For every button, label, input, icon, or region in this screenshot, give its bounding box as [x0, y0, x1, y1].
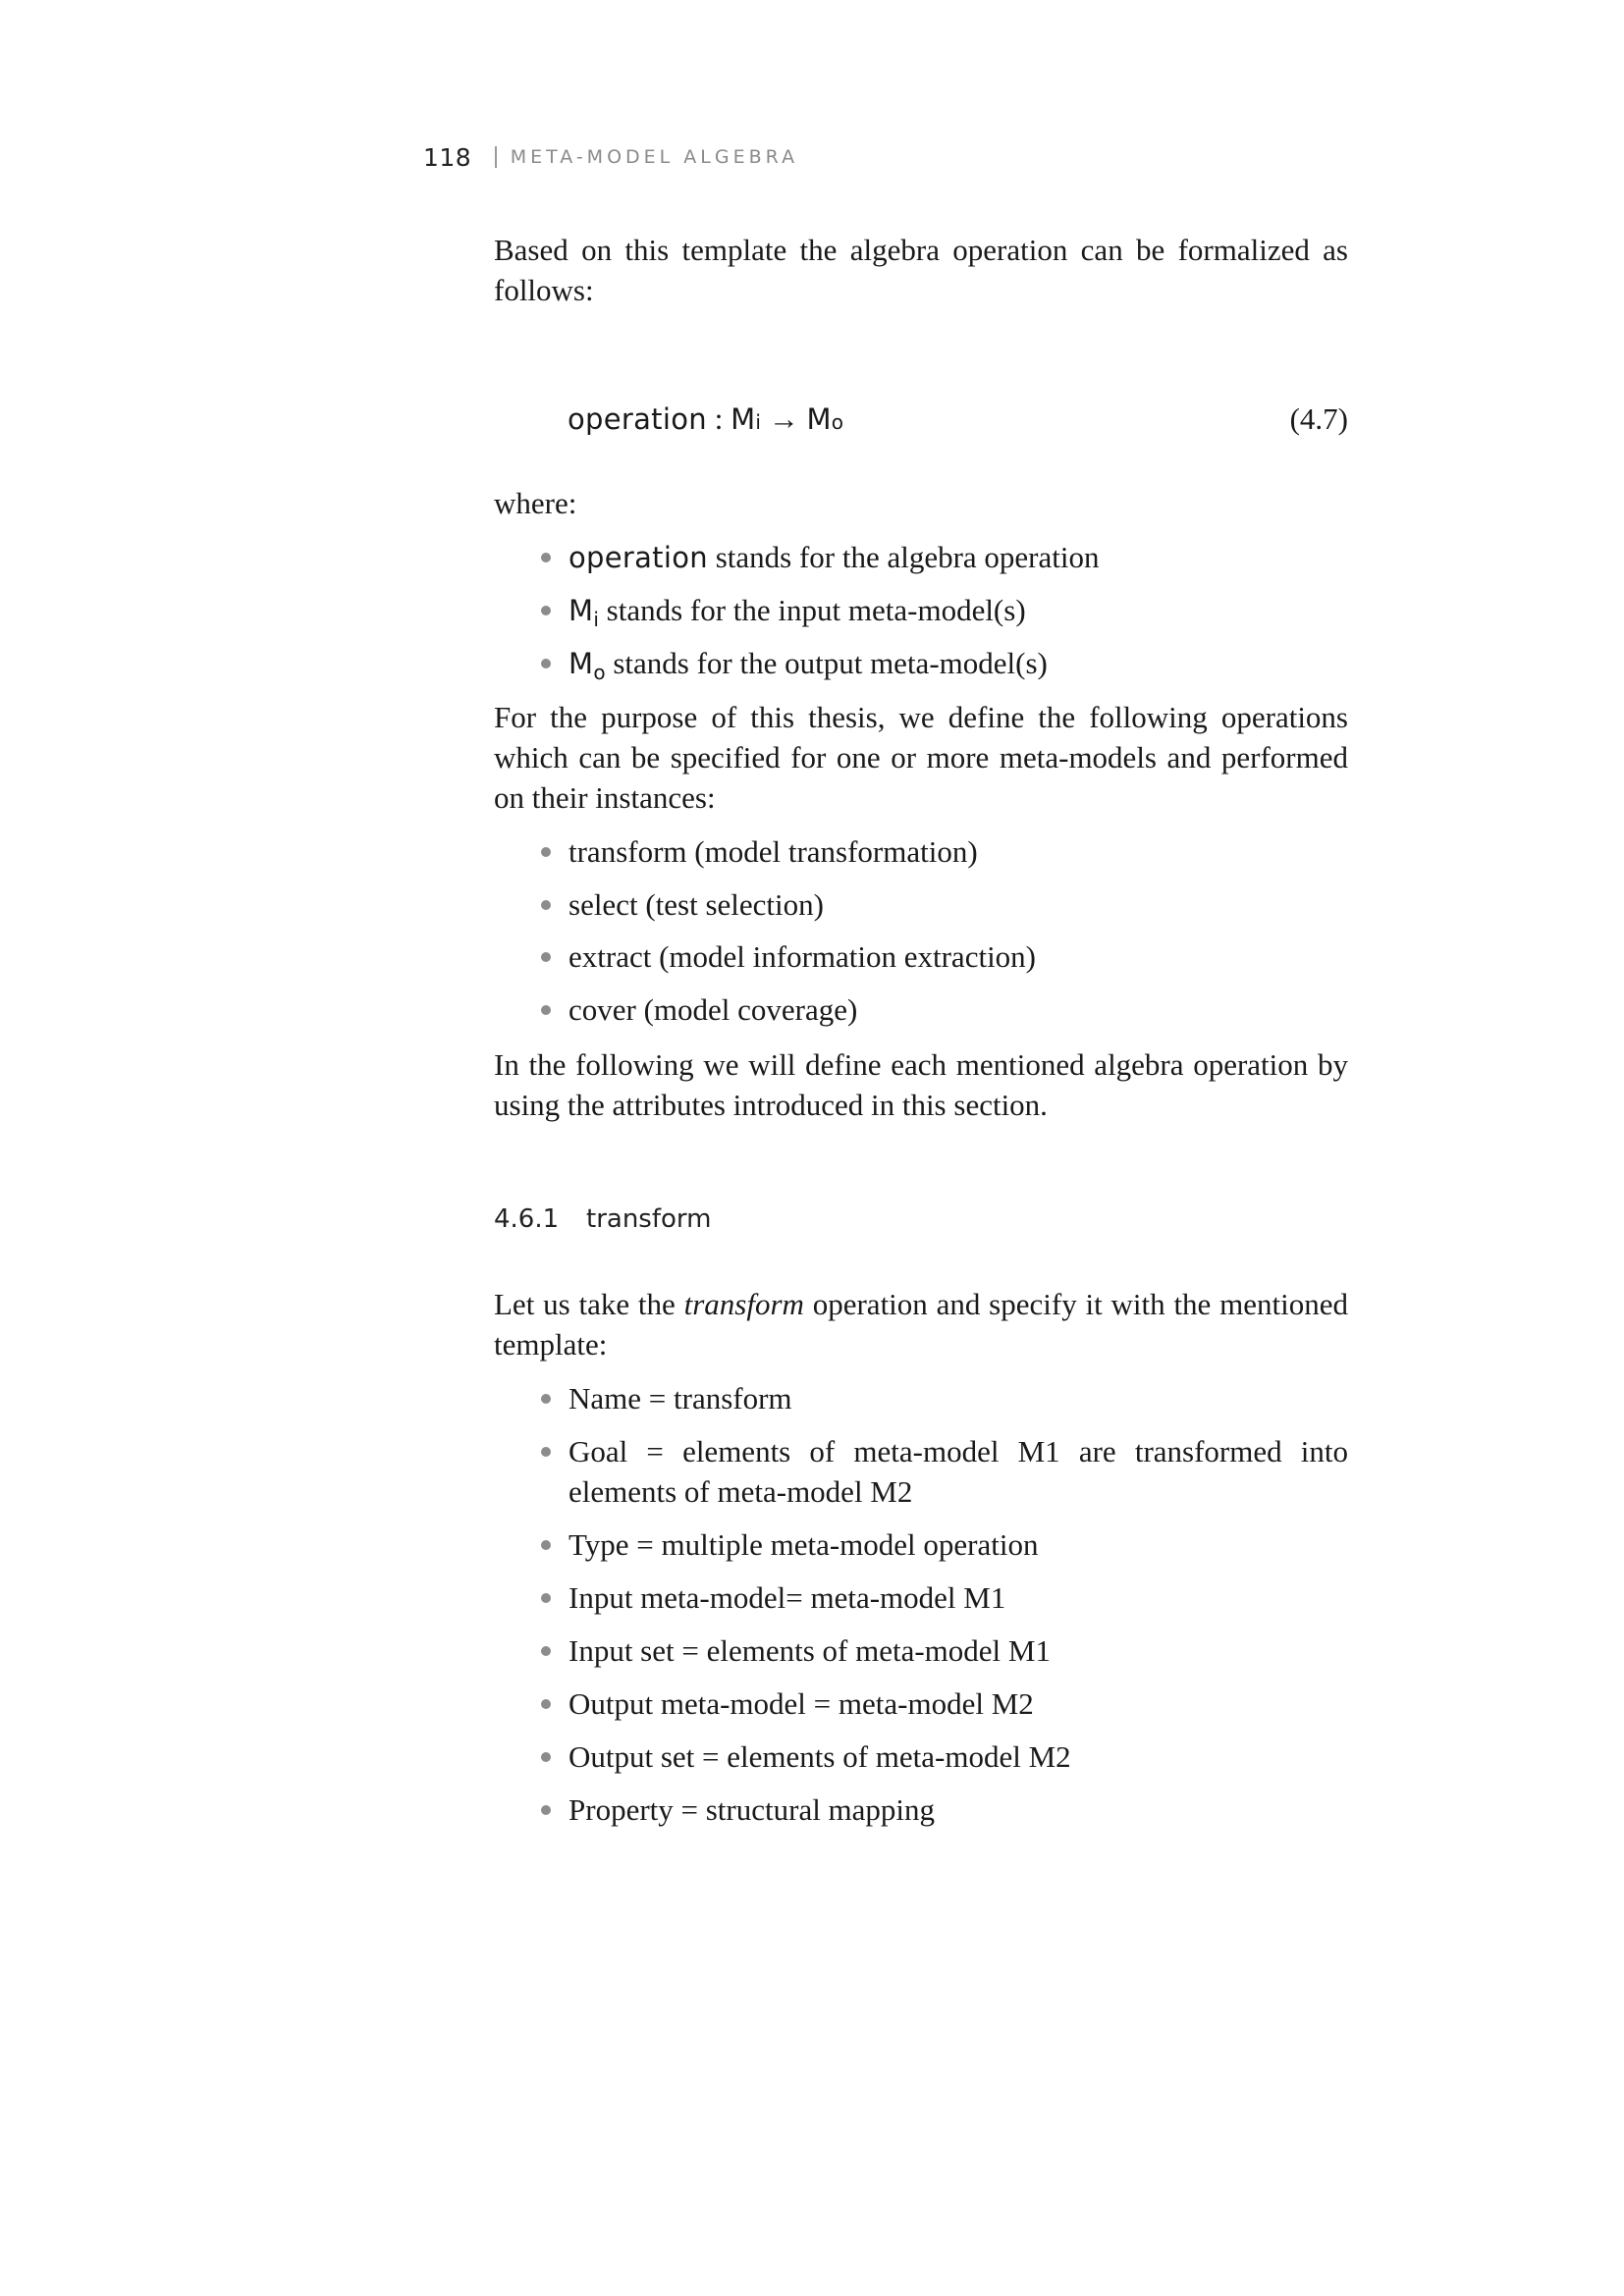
definition-symbol: M	[568, 647, 594, 680]
transform-intro-text	[494, 1284, 1356, 1364]
template-item-text: Input meta-model= meta-model M1	[568, 1580, 1006, 1615]
section-number: 4.6.1	[494, 1204, 560, 1234]
bullet-icon	[541, 659, 551, 668]
following-text: In the following we will define each mentioned algebra operation by using the attributes introduced in this section.	[494, 1047, 1348, 1122]
operation-text: cover (model coverage)	[568, 992, 858, 1027]
list-item	[539, 643, 1348, 693]
bullet-icon	[541, 900, 551, 910]
definition-text: stands for the output meta-model(s)	[605, 646, 1048, 680]
equation-expression	[568, 401, 843, 437]
purpose-paragraph	[494, 697, 1348, 818]
transform-intro-before: Let us take the	[494, 1287, 684, 1321]
list-item	[539, 1577, 1348, 1618]
template-item-text: Output set = elements of meta-model M2	[568, 1739, 1071, 1774]
operation-text: select (test selection)	[568, 887, 824, 922]
list-item	[539, 537, 1348, 578]
operation-text: transform (model transformation)	[568, 834, 978, 869]
list-item	[539, 1683, 1348, 1724]
template-item-text: Input set = elements of meta-model M1	[568, 1633, 1051, 1668]
template-item-text: Output meta-model = meta-model M2	[568, 1686, 1034, 1721]
equation-number: (4.7)	[1289, 401, 1348, 436]
bullet-icon	[541, 1447, 551, 1457]
bullet-icon	[541, 1394, 551, 1404]
list-item	[539, 590, 1348, 640]
definition-text: stands for the algebra operation	[707, 540, 1100, 574]
template-item-text: Name = transform	[568, 1381, 792, 1415]
equation-input-subscript: i	[755, 410, 761, 434]
transform-intro-emphasis: transform	[683, 1287, 804, 1321]
list-item	[539, 1630, 1348, 1671]
equation-output-subscript: o	[831, 410, 844, 434]
template-item-text: Property = structural mapping	[568, 1792, 936, 1827]
section-heading	[494, 1200, 711, 1239]
equation-output-symbol: M	[806, 402, 832, 436]
definition-subscript: i	[593, 608, 599, 631]
equation-arrow: →	[760, 401, 807, 436]
bullet-icon	[541, 1805, 551, 1815]
list-item	[539, 936, 1348, 977]
transform-intro-after: operation and specify it with the mentioned template:	[494, 1287, 1356, 1362]
equation-input-symbol: M	[731, 402, 756, 436]
list-item	[539, 1524, 1348, 1565]
intro-paragraph	[494, 230, 1348, 310]
list-item	[539, 1789, 1348, 1830]
template-item-text: Type = multiple meta-model operation	[568, 1527, 1039, 1562]
definition-symbol: M	[568, 594, 594, 627]
bullet-icon	[541, 553, 551, 562]
where-text: where:	[494, 486, 577, 520]
list-item	[539, 884, 1348, 925]
section-title: transform	[586, 1204, 712, 1234]
operation-text: extract (model information extraction)	[568, 939, 1037, 974]
list-item	[539, 1431, 1348, 1512]
bullet-icon	[541, 1646, 551, 1656]
definition-subscript: o	[593, 661, 606, 684]
equation-4-7	[568, 397, 1348, 442]
list-item	[539, 1736, 1348, 1777]
bullet-icon	[541, 1005, 551, 1015]
running-head-separator	[495, 146, 497, 168]
transform-intro-paragraph	[494, 1284, 1356, 1364]
following-paragraph	[494, 1044, 1348, 1125]
bullet-icon	[541, 1540, 551, 1550]
running-head-title: META-MODEL ALGEBRA	[510, 146, 799, 168]
bullet-icon	[541, 1699, 551, 1709]
definition-text: stands for the input meta-model(s)	[598, 593, 1026, 627]
purpose-text: For the purpose of this thesis, we define the following operations which can be specified for one or more meta-models and performed on their instances:	[494, 700, 1348, 815]
list-item	[539, 989, 1348, 1030]
template-item-text: Goal = elements of meta-model M1 are transformed into elements of meta-model M2	[568, 1434, 1348, 1509]
bullet-icon	[541, 1752, 551, 1762]
equation-colon: :	[706, 401, 731, 436]
bullet-icon	[541, 952, 551, 962]
list-item	[539, 831, 1348, 872]
bullet-icon	[541, 1593, 551, 1603]
list-item	[539, 1378, 1348, 1418]
page-number: 118	[423, 142, 472, 172]
bullet-icon	[541, 606, 551, 615]
running-head	[423, 137, 798, 177]
intro-text: Based on this template the algebra operation can be formalized as follows:	[494, 233, 1348, 307]
where-paragraph	[494, 483, 1348, 523]
definition-symbol: operation	[568, 541, 708, 574]
bullet-icon	[541, 847, 551, 857]
equation-operation: operation	[568, 402, 707, 436]
